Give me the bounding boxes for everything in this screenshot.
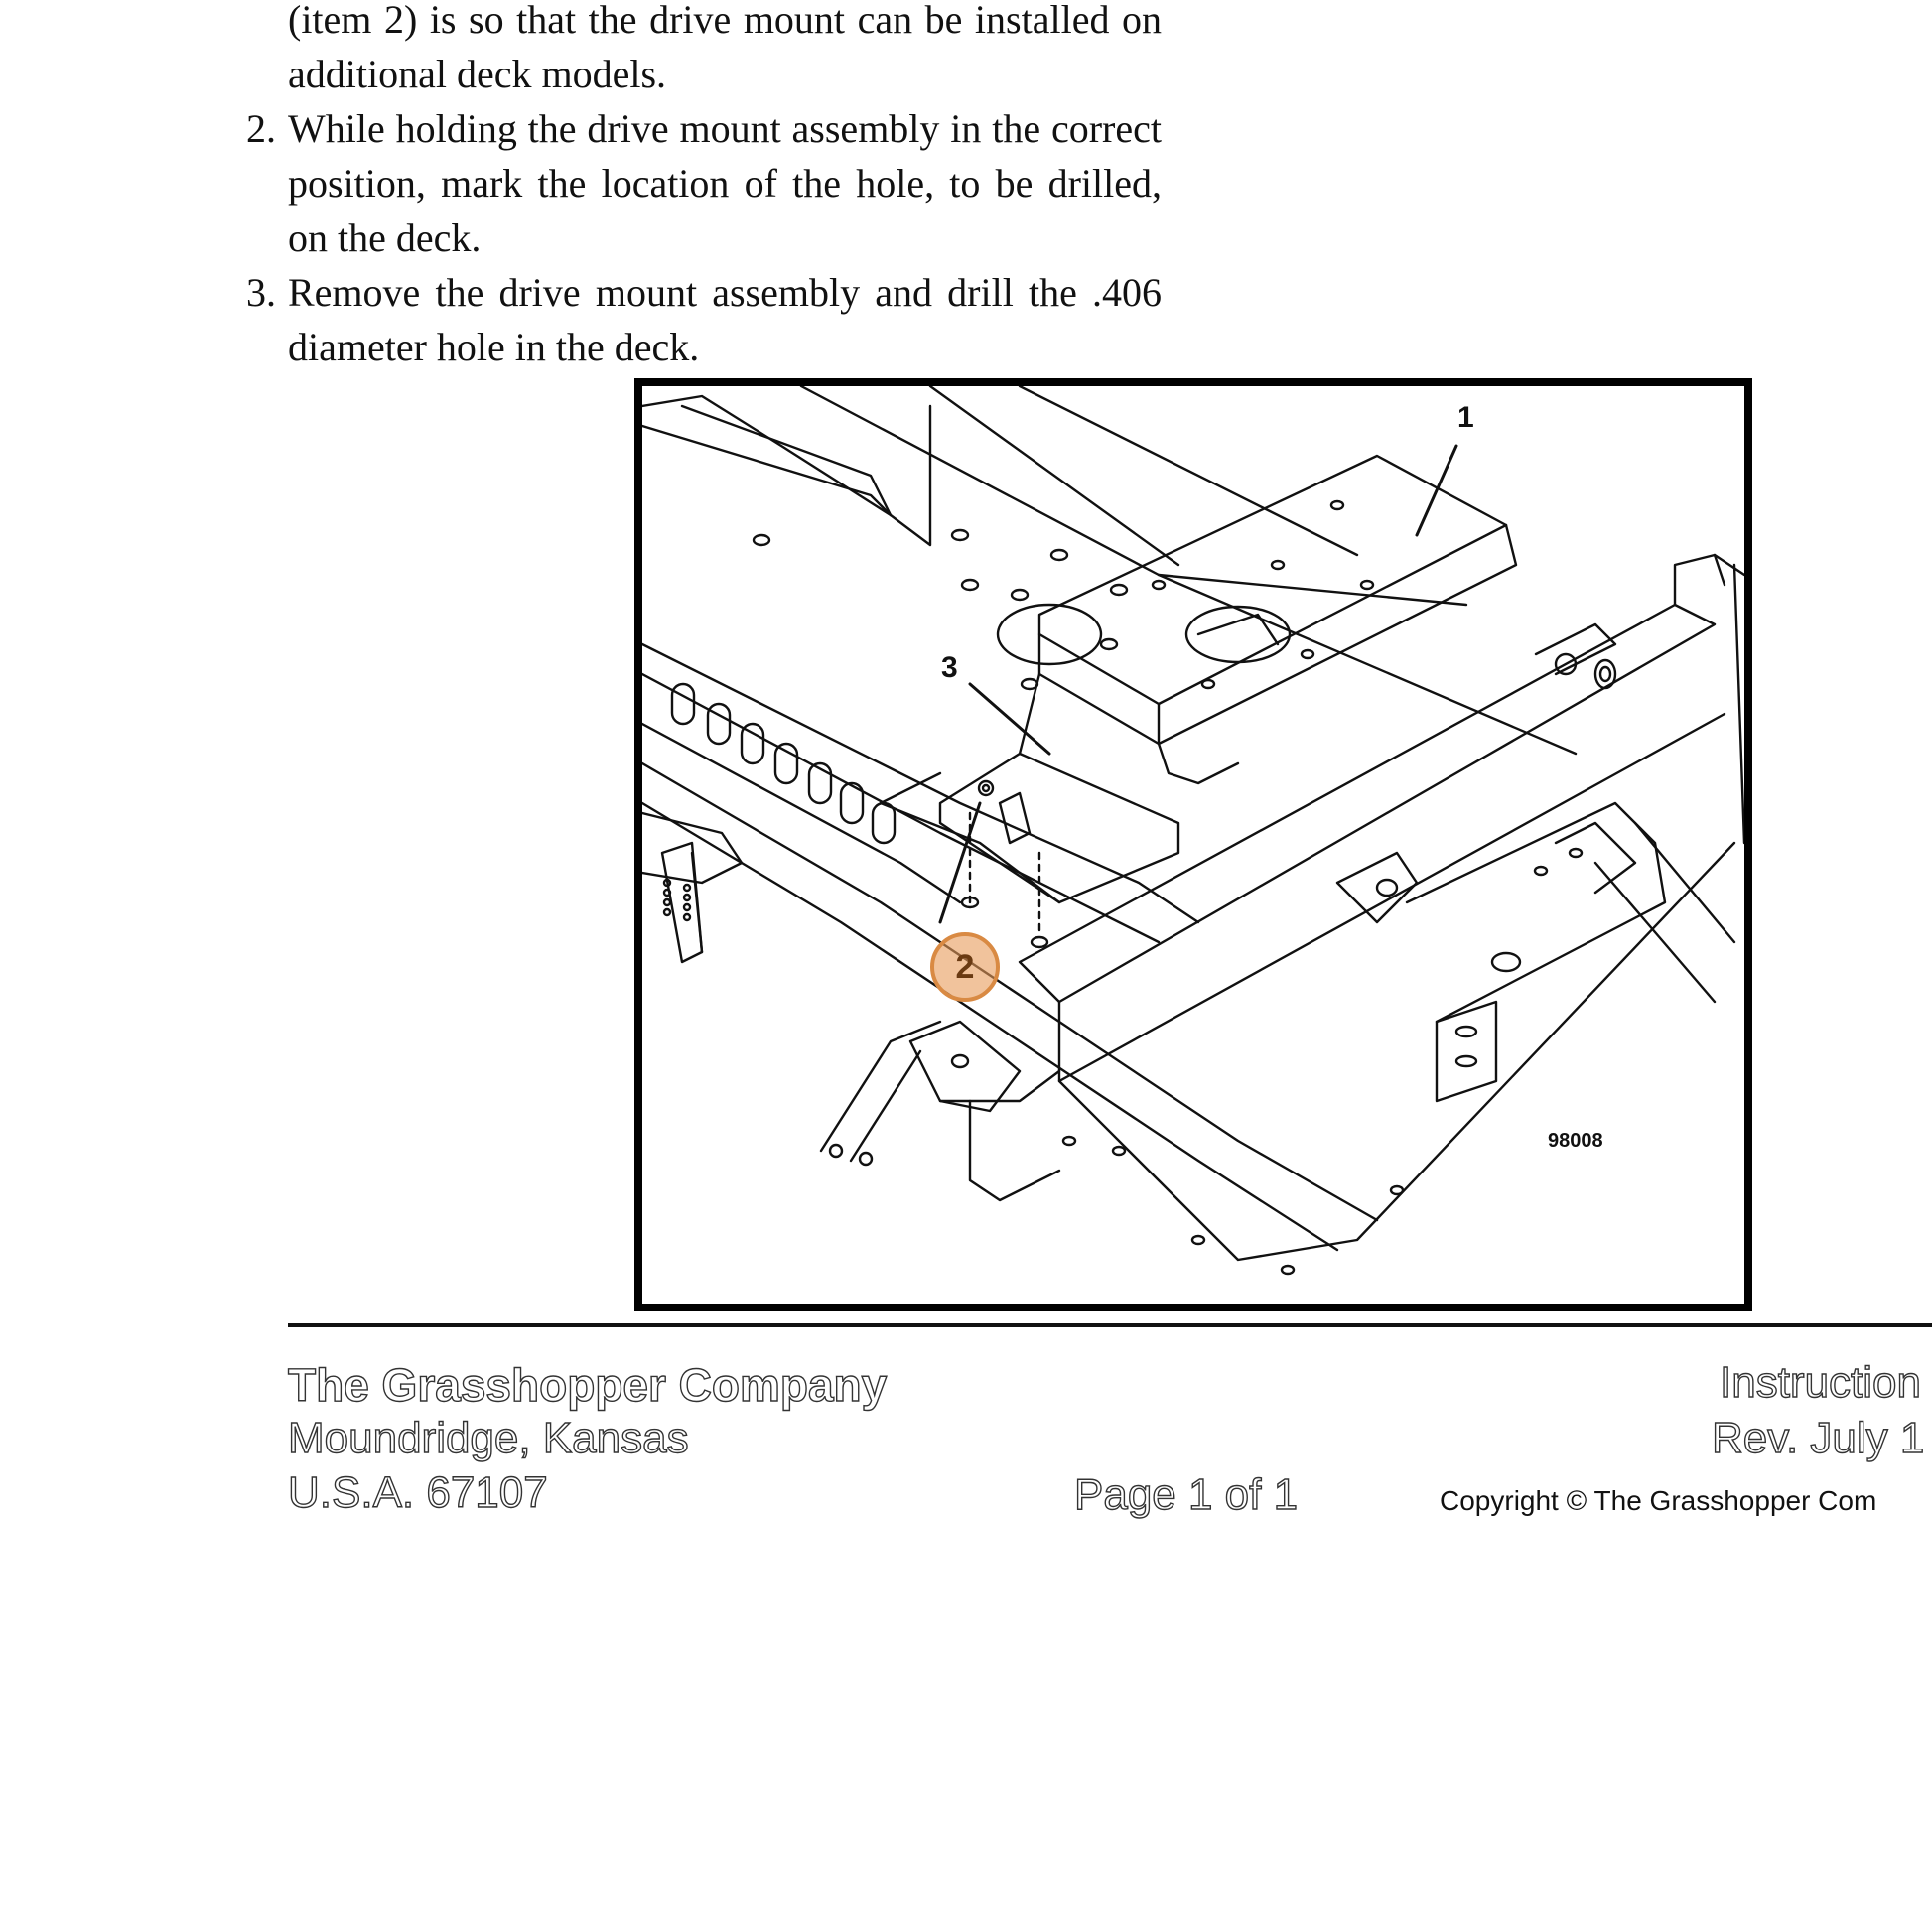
step-continuation [288,0,1162,101]
revision-date: Rev. July 1 [1712,1414,1925,1462]
instruction-label: Instruction [1720,1358,1921,1407]
step-text: Remove the drive mount assembly and drill the .406 diameter hole in the deck. [288,270,1162,369]
company-city: Moundridge, Kansas [288,1414,689,1462]
figure-code: 98008 [1548,1130,1603,1152]
callout-1: 1 [1457,401,1474,434]
deck-line-drawing [642,386,1744,1304]
callout-2[interactable]: 2 [930,932,1000,1002]
footer-divider [288,1323,1932,1327]
company-name: The Grasshopper Company [288,1359,888,1411]
step-text: (item 2) is so that the drive mount can be installed on additional deck models. [288,0,1162,96]
page-number: Page 1 of 1 [1074,1470,1299,1519]
step-text: While holding the drive mount assembly in the correct position, mark the location of the hole, to be drilled, on the deck. [288,106,1162,260]
step-number: 3. [246,270,276,315]
step-3 [246,265,1162,374]
drive-mount-illustration [634,378,1752,1311]
instruction-steps [246,0,1162,374]
copyright-notice: Copyright © The Grasshopper Com [1440,1485,1877,1516]
company-zip: U.S.A. 67107 [288,1468,548,1517]
callout-3: 3 [941,651,958,684]
step-number: 2. [246,106,276,151]
step-2 [246,101,1162,265]
